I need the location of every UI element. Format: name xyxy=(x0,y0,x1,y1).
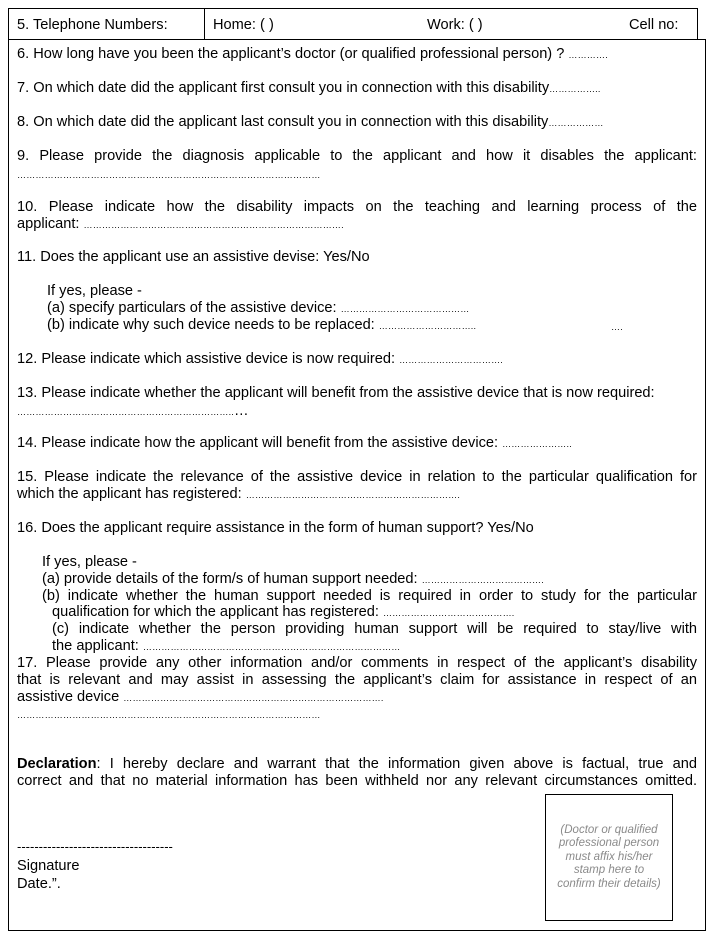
declaration-line-1: Declaration: I hereby declare and warrant that the information given above is factual, true and xyxy=(17,756,697,772)
declaration-line-2: correct and that no material information has been withheld nor any relevant circumstances omitted. xyxy=(17,773,697,789)
question-11a: (a) specify particulars of the assistive device: …………………………………… xyxy=(47,300,470,316)
question-16: 16. Does the applicant require assistance in the form of human support? Yes/No xyxy=(17,520,534,536)
question-10-cont: applicant: …………………………………………………………………………. xyxy=(17,216,344,232)
question-16b: (b) indicate whether the human support needed is required in order to study for the particular xyxy=(42,588,697,604)
question-10: 10. Please indicate how the disability impacts on the teaching and learning process of the xyxy=(17,199,697,215)
question-16b-cont: qualification for which the applicant has registered: ……………………………………. xyxy=(52,604,515,620)
question-16a: (a) provide details of the form/s of human support needed: …………………………………. xyxy=(42,571,544,587)
signature-label: Signature xyxy=(17,858,80,874)
answer-line-16b[interactable]: ……………………………………. xyxy=(382,608,515,618)
question-17: 17. Please provide any other information and/or comments in respect of the applicant’s disability xyxy=(17,655,697,671)
stamp-box xyxy=(545,794,673,921)
question-16c-cont: the applicant: ………………………………………………………………………… xyxy=(52,638,401,654)
answer-line-12[interactable]: ……………………………. xyxy=(399,355,503,365)
form-box xyxy=(8,39,706,931)
answer-line-8[interactable]: ……………… xyxy=(548,118,604,128)
signature-line[interactable]: ------------------------------------ xyxy=(17,839,173,854)
answer-line-11b[interactable]: ………………………….. xyxy=(378,321,477,331)
question-16-ifyes: If yes, please - xyxy=(42,554,137,570)
answer-line-16a[interactable]: …………………………………. xyxy=(421,575,544,585)
cell-phone-field[interactable]: Cell no: xyxy=(629,17,679,33)
declaration-title: Declaration xyxy=(17,756,97,772)
question-15-cont: which the applicant has registered: ……………………………………………………………. xyxy=(17,486,461,502)
stamp-instructions: (Doctor or qualified professional person must affix his/her stamp here to confirm their details) xyxy=(557,823,661,890)
answer-line-13[interactable]: …………………………………………………………….. xyxy=(17,407,235,417)
answer-line-11a[interactable]: …………………………………… xyxy=(340,304,470,314)
question-7: 7. On which date did the applicant first consult you in connection with this disability…………….. xyxy=(17,80,601,96)
answer-line-17b[interactable]: ……………………………………………………………………………………… xyxy=(17,710,321,720)
answer-line-13-row: ……………………………………………………………..… xyxy=(17,403,249,419)
telephone-row xyxy=(8,8,698,39)
question-17-line3: assistive device …………………………………………………………………………. xyxy=(17,689,384,705)
work-phone-field[interactable]: Work: ( ) xyxy=(427,17,483,33)
home-phone-field[interactable]: Home: ( ) xyxy=(213,17,274,33)
question-6: 6. How long have you been the applicant’s doctor (or qualified professional person) ? …………. xyxy=(17,46,608,62)
answer-line-14[interactable]: ………………….. xyxy=(502,439,572,449)
answer-line-7[interactable]: …………….. xyxy=(549,84,601,94)
question-8: 8. On which date did the applicant last consult you in connection with this disability……………… xyxy=(17,114,604,130)
question-17-line2: that is relevant and may assist in assessing the applicant’s claim for assistance in respect of an xyxy=(17,672,697,688)
question-9: 9. Please provide the diagnosis applicable to the applicant and how it disables the applicant: xyxy=(17,148,697,164)
answer-line-15[interactable]: ……………………………………………………………. xyxy=(245,490,461,500)
question-13: 13. Please indicate whether the applicant will benefit from the assistive device that is now required: xyxy=(17,385,655,401)
question-15: 15. Please indicate the relevance of the assistive device in relation to the particular qualification for xyxy=(17,469,697,485)
answer-line-10[interactable]: …………………………………………………………………………. xyxy=(83,220,344,230)
question-11b: (b) indicate why such device needs to be replaced: ………………………….. xyxy=(47,317,477,333)
telephone-label: 5. Telephone Numbers: xyxy=(17,17,168,33)
question-11-ifyes: If yes, please - xyxy=(47,283,142,299)
question-14: 14. Please indicate how the applicant will benefit from the assistive device: ………………….. xyxy=(17,435,572,451)
answer-line-6[interactable]: …………. xyxy=(568,50,608,60)
answer-line-11b-tail[interactable]: …. xyxy=(611,322,623,332)
question-16c: (c) indicate whether the person providing human support will be required to stay/live with xyxy=(52,621,697,637)
answer-line-16c[interactable]: ………………………………………………………………………… xyxy=(142,642,401,652)
telephone-divider xyxy=(204,9,205,40)
question-11: 11. Does the applicant use an assistive devise: Yes/No xyxy=(17,249,370,265)
answer-line-17[interactable]: …………………………………………………………………………. xyxy=(123,693,384,703)
question-12: 12. Please indicate which assistive device is now required: ……………………………. xyxy=(17,351,503,367)
answer-line-9[interactable]: ……………………………………………………………………………………… xyxy=(17,170,321,180)
date-label: Date.”. xyxy=(17,876,61,892)
